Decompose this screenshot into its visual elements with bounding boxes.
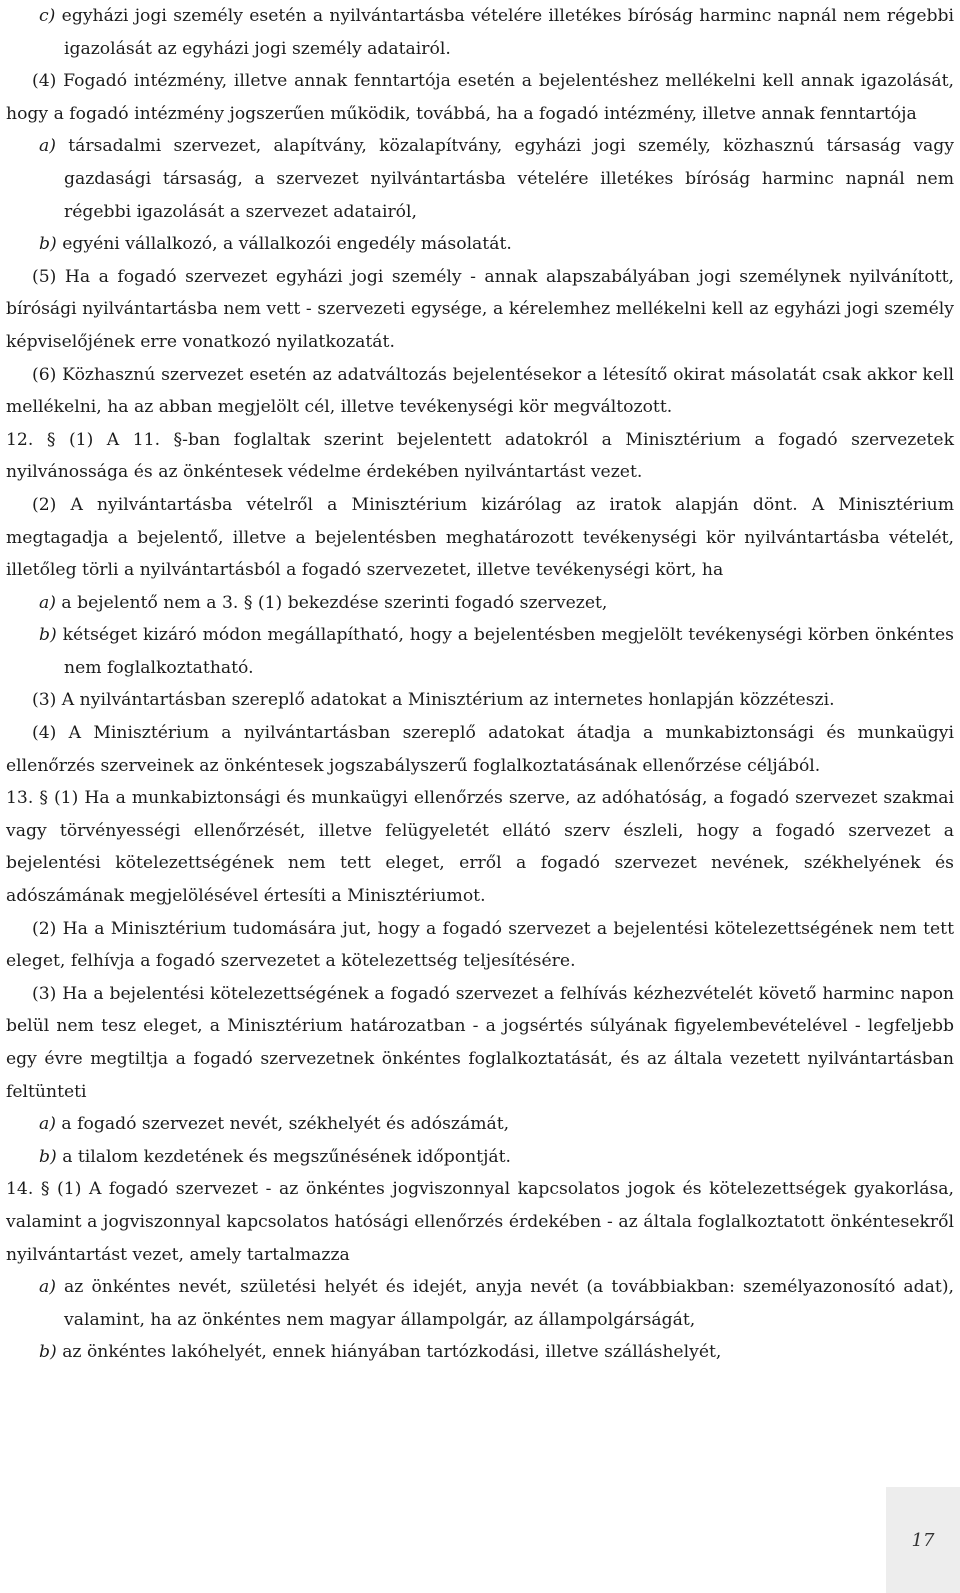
list-marker: a) <box>39 136 56 157</box>
paragraph-text: (2) A nyilvántartásba vételről a Minisztérium kizárólag az iratok alapján dönt. A Minisztérium megtagadja a bejelentő, illetve a bejelentésben meghatározott tevékenységi kör nyilvántartásba vételét, illetőleg törli a nyilvántartásból a fogadó szervezetet, illetve tevékenységi kört, ha <box>6 494 954 581</box>
paragraph-text: (3) A nyilvántartásban szereplő adatokat a Minisztérium az internetes honlapján közzéteszi. <box>32 690 835 711</box>
paragraph-text: (2) Ha a Minisztérium tudomására jut, hogy a fogadó szervezet a bejelentési kötelezettségének nem tett eleget, felhívja a fogadó szervezetet a kötelezettség teljesítésére. <box>6 918 954 972</box>
paragraph <box>6 1108 954 1141</box>
list-marker: a) <box>39 1114 56 1135</box>
paragraph-text: egyházi jogi személy esetén a nyilvántartásba vételére illetékes bíróság harminc napnál nem régebbi igazolását az egyházi jogi személy adatairól. <box>61 6 954 59</box>
paragraph <box>6 1271 954 1336</box>
page-number: 17 <box>886 1487 960 1593</box>
paragraph <box>6 717 954 782</box>
paragraph-text: 14. § (1) A fogadó szervezet - az önkéntes jogviszonnyal kapcsolatos jogok és kötelezettségek gyakorlása, valamint a jogviszonnyal kapcsolatos hatósági ellenőrzés érdekében - az általa foglalkoztatott önkéntesekről nyilvántartást vezet, amely tartalmazza <box>6 1179 954 1265</box>
list-marker: c) <box>39 6 56 26</box>
paragraph-text: (4) Fogadó intézmény, illetve annak fenntartója esetén a bejelentéshez mellékelni kell annak igazolását, hogy a fogadó intézmény jogszerűen működik, továbbá, ha a fogadó intézmény, illetve annak fenntartója <box>6 71 954 124</box>
list-marker: a) <box>39 592 56 613</box>
paragraph-text: a bejelentő nem a 3. § (1) bekezdése szerinti fogadó szervezet, <box>61 592 608 613</box>
paragraph-text: 13. § (1) Ha a munkabiztonsági és munkaügyi ellenőrzés szerve, az adóhatóság, a fogadó szervezet szakmai vagy törvényességi ellenőrzését, illetve felügyeletét ellátó szerv észleli, hogy a fogadó szervezet a bejelentési kötelezettségének nem tett eleget, erről a fogadó szervezet nevének, székhelyének és adószámának megjelölésével értesíti a Minisztériumot. <box>6 788 954 907</box>
list-marker: a) <box>39 1277 56 1298</box>
paragraph <box>6 130 954 228</box>
list-marker: b) <box>39 234 57 255</box>
paragraph-text: (5) Ha a fogadó szervezet egyházi jogi személy - annak alapszabályában jogi személynek nyilvánított, bírósági nyilvántartásba nem vett - szervezeti egysége, a kérelemhez mellékelni kell az egyházi jogi személy képviselőjének erre vonatkozó nyilatkozatát. <box>6 266 954 352</box>
paragraph <box>6 261 954 359</box>
paragraph-text: társadalmi szervezet, alapítvány, közalapítvány, egyházi jogi személy, közhasznú társaság vagy gazdasági társaság, a szervezet nyilvántartásba vételére illetékes bíróság harminc napnál nem régebbi igazolását a szervezet adatairól, <box>64 136 954 222</box>
paragraph <box>6 65 954 130</box>
list-marker: b) <box>39 1342 57 1363</box>
section-paragraph <box>6 424 954 489</box>
paragraph <box>6 0 954 65</box>
paragraph-text: az önkéntes lakóhelyét, ennek hiányában tartózkodási, illetve szálláshelyét, <box>62 1342 722 1363</box>
paragraph-text: egyéni vállalkozó, a vállalkozói engedély másolatát. <box>62 234 512 255</box>
paragraph-text: kétséget kizáró módon megállapítható, hogy a bejelentésben megjelölt tevékenységi körben önkéntes nem foglalkoztatható. <box>62 625 955 678</box>
paragraph-text: (6) Közhasznú szervezet esetén az adatváltozás bejelentésekor a létesítő okirat másolatát csak akkor kell mellékelni, ha az abban megjelölt cél, illetve tevékenységi kör megváltozott. <box>6 364 954 418</box>
paragraph-text: (3) Ha a bejelentési kötelezettségének a fogadó szervezet a felhívás kézhezvételét követő harminc napon belül nem tesz eleget, a Minisztérium határozatban - a jogsértés súlyának figyelembevételével - legfeljebb egy évre megtiltja a fogadó szervezetnek önkéntes foglalkoztatását, és az általa vezetett nyilvántartásban feltünteti <box>6 983 954 1102</box>
paragraph-text: a tilalom kezdetének és megszűnésének időpontját. <box>62 1146 512 1167</box>
list-marker: b) <box>39 1146 57 1167</box>
paragraph-text: az önkéntes nevét, születési helyét és idejét, anyja nevét (a továbbiakban: személyazonosító adat), valamint, ha az önkéntes nem magyar állampolgár, az állampolgárságát, <box>64 1277 954 1330</box>
paragraph <box>6 913 954 978</box>
paragraph-text: a fogadó szervezet nevét, székhelyét és adószámát, <box>61 1114 510 1135</box>
document-page <box>6 0 954 1369</box>
list-marker: b) <box>39 625 57 646</box>
paragraph <box>6 1336 954 1369</box>
paragraph <box>6 1141 954 1174</box>
paragraph <box>6 684 954 717</box>
paragraph <box>6 489 954 587</box>
paragraph <box>6 228 954 261</box>
paragraph <box>6 978 954 1108</box>
paragraph <box>6 359 954 424</box>
paragraph-text: 12. § (1) A 11. §-ban foglaltak szerint bejelentett adatokról a Minisztérium a fogadó szervezetek nyilvánossága és az önkéntesek védelme érdekében nyilvántartást vezet. <box>6 429 954 483</box>
section-paragraph <box>6 1173 954 1271</box>
paragraph <box>6 619 954 684</box>
paragraph-text: (4) A Minisztérium a nyilvántartásban szereplő adatokat átadja a munkabiztonsági és munkaügyi ellenőrzés szerveinek az önkéntesek jogszabályszerű foglalkoztatásának ellenőrzése céljából. <box>6 723 954 776</box>
section-paragraph <box>6 782 954 912</box>
paragraph <box>6 587 954 620</box>
